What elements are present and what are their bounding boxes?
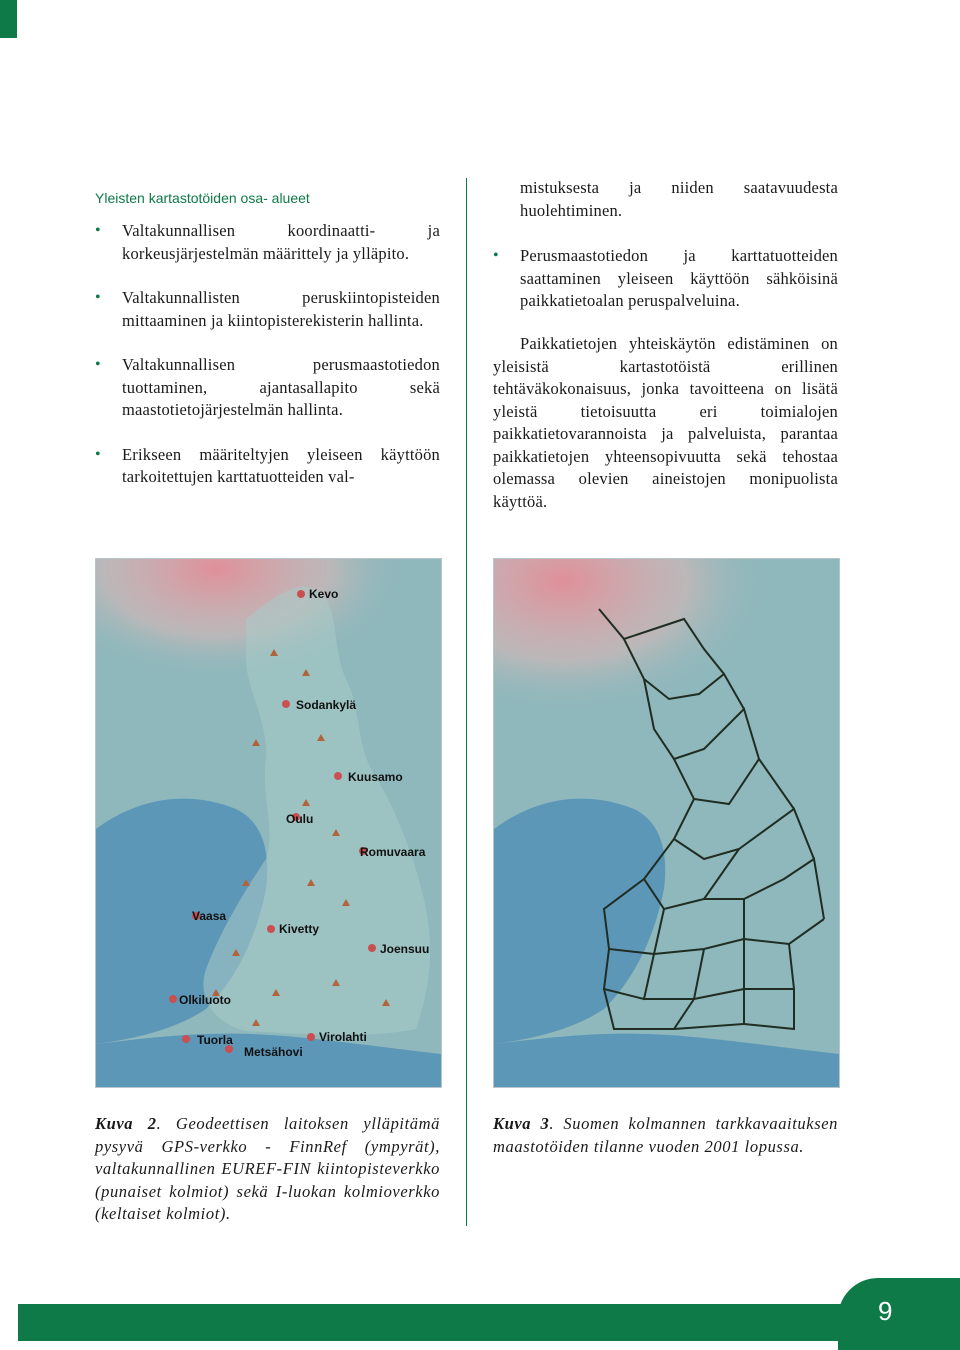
caption-text: . Geodeettisen laitoksen ylläpitämä pysyvä GPS-verkko - FinnRef (ympyrät), valtakunnallinen EUREF-FIN kiintopisteverkko (punaiset kolmiot) sekä I-luokan kolmioverkko (keltaiset kolmiot). (95, 1114, 441, 1223)
map-label-metsahovi: Metsähovi (244, 1045, 303, 1059)
figure-caption-2 (95, 1113, 440, 1226)
list-item: • Erikseen määriteltyjen yleiseen käyttöön tarkoitettujen karttatuotteiden val- (95, 444, 440, 489)
caption-label: Kuva 3 (493, 1114, 550, 1133)
section-title: Yleisten kartastotöiden osa- alueet (95, 190, 310, 206)
map-label-virolahti: Virolahti (319, 1030, 367, 1044)
gps-network-map (95, 558, 442, 1088)
levelling-lines-map (493, 558, 840, 1088)
left-bullet-list (95, 220, 440, 511)
page-number-tab (838, 1278, 960, 1350)
map-label-kivetty: Kivetty (279, 922, 320, 936)
list-item: • Perusmaastotiedon ja karttatuotteiden saattaminen yleiseen käyttöön sähköisinä paikkatietoalan peruspalveluina. (493, 245, 838, 313)
map-label-vaasa: Vaasa (192, 909, 227, 923)
footer-bar (18, 1304, 960, 1341)
bullet-continuation: mistuksesta ja niiden saatavuudesta huolehtiminen. (520, 178, 838, 220)
map-label-oulu: Oulu (286, 812, 314, 826)
caption-label: Kuva 2 (95, 1114, 157, 1133)
map-label-kevo: Kevo (309, 587, 339, 601)
column-divider (466, 178, 467, 1226)
list-item: • Valtakunnallisen perusmaastotiedon tuottaminen, ajantasallapito sekä maastotietojärjestelmän hallinta. (95, 354, 440, 422)
map-label-kuusamo: Kuusamo (348, 770, 403, 784)
body-paragraph: Paikkatietojen yhteiskäytön edistäminen on yleisistä kartastotöistä erillinen tehtäväkokonaisuus, jonka tavoitteena on lisätä yleistä tietoisuutta eri toimialojen paikkatietovarannoista ja palveluista, parantaa paikkatietojen yhteensopivuutta sekä tehostaa olemassa olevien aineistojen monipuolista käyttöä. (493, 334, 838, 511)
map-label-joensuu: Joensuu (380, 942, 430, 956)
map-label-olkiluoto: Olkiluoto (179, 993, 231, 1007)
page-number: 9 (878, 1296, 893, 1326)
list-item: • Valtakunnallisen koordinaatti- ja korkeusjärjestelmän määrittely ja ylläpito. (95, 220, 440, 265)
map-label-tuorla: Tuorla (197, 1033, 233, 1047)
right-bullet-list (493, 245, 838, 313)
figure-caption-3 (493, 1113, 838, 1158)
caption-text: . Suomen kolmannen tarkkavaaituksen maastotöiden tilanne vuoden 2001 lopussa. (493, 1114, 838, 1156)
map-label-sodankyla: Sodankylä (296, 698, 357, 712)
corner-mark (0, 0, 17, 38)
map-label-romuvaara: Romuvaara (360, 845, 426, 859)
list-item: • Valtakunnallisten peruskiintopisteiden mittaaminen ja kiintopisterekisterin hallinta. (95, 287, 440, 332)
